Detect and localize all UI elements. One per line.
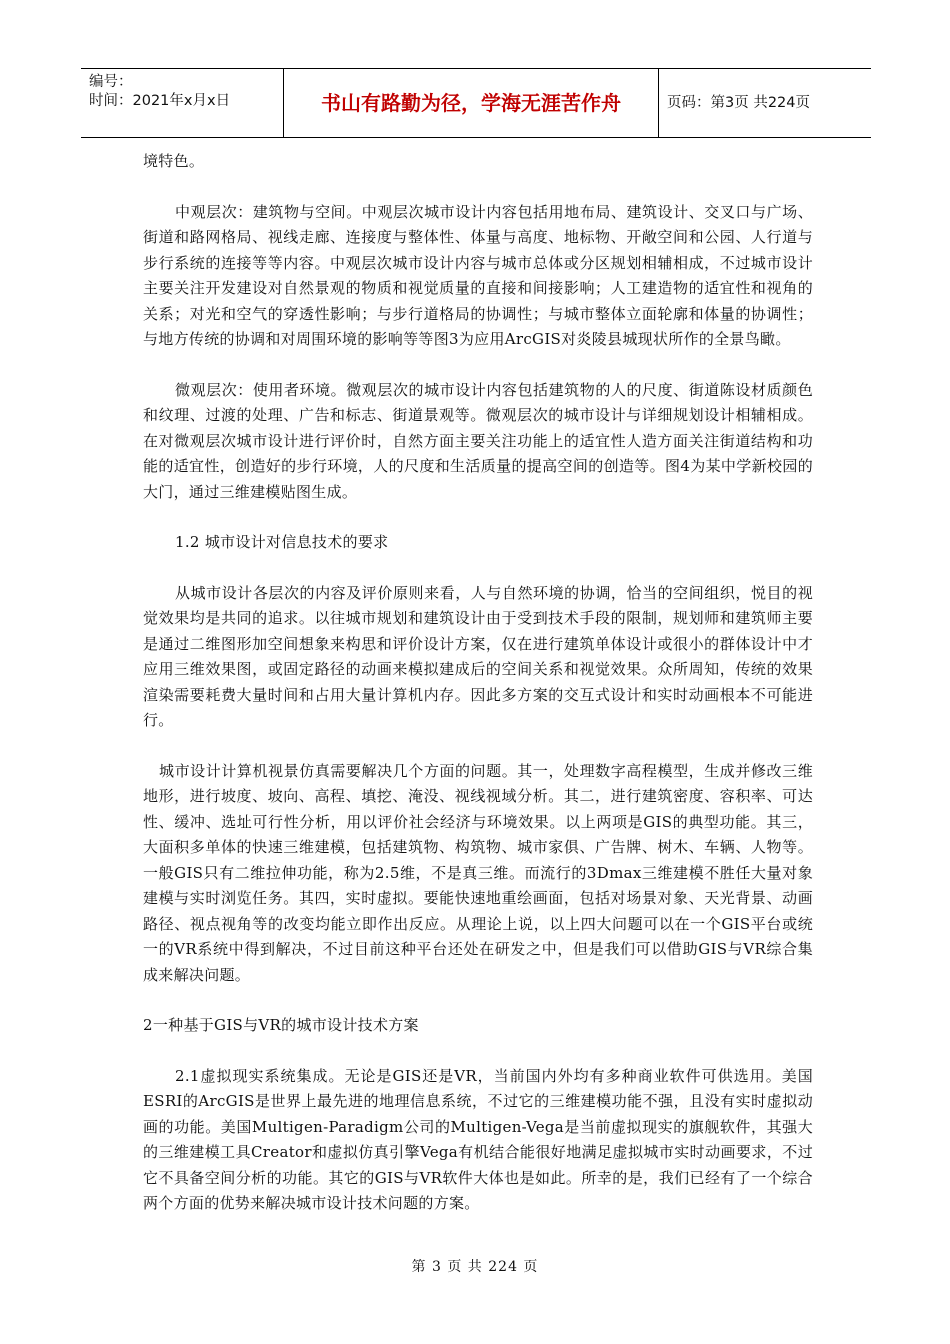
page-footer: 第 3 页 共 224 页 xyxy=(411,1259,539,1275)
header-motto-cell xyxy=(284,69,659,137)
document-date: 时间：2021年x月x日 xyxy=(89,93,231,109)
header-page-code: 页码：第3页 共224页 xyxy=(667,95,811,111)
paragraph-vr-integration: 2.1虚拟现实系统集成。无论是GIS还是VR，当前国内外均有多种商业软件可供选用。美国ESRI的ArcGIS是世界上最先进的地理信息系统，不过它的三维建模功能不强，且没有实时虚拟动画的功能。美国Multigen-Paradigm公司的Multigen-Vega是当前虚拟现实的旗舰软件，其强大的三维建模工具Creator和虚拟仿真引擎Vega有机结合能很好地满足虚拟城市实时动画要求，不过它不具备空间分析的功能。其它的GIS与VR软件大体也是如此。所幸的是，我们已经有了一个综合两个方面的优势来解决城市设计技术问题的方案。 xyxy=(143,1066,813,1212)
header-meta-cell xyxy=(81,69,284,137)
paragraph-it-requirements: 从城市设计各层次的内容及评价原则来看，人与自然环境的协调，恰当的空间组织，悦目的视觉效果均是共同的追求。以往城市规划和建筑设计由于受到技术手段的限制，规划师和建筑师主要是通过二维图形加空间想象来构思和评价设计方案，仅在进行建筑单体设计或很小的群体设计中才应用三维效果图，或固定路径的动画来模拟建成后的空间关系和视觉效果。众所周知，传统的效果渲染需要耗费大量时间和占用大量计算机内存。因此多方案的交互式设计和实时动画根本不可能进行。 xyxy=(143,583,813,729)
section-heading-2: 2一种基于GIS与VR的城市设计技术方案 xyxy=(143,1016,419,1034)
header-page-cell xyxy=(659,69,871,137)
paragraph-continuation: 境特色。 xyxy=(143,152,205,170)
document-body xyxy=(143,149,813,1217)
header-motto: 书山有路勤为径，学海无涯苦作舟 xyxy=(321,91,621,115)
paragraph-micro-level: 微观层次：使用者环境。微观层次的城市设计内容包括建筑物的人的尺度、街道陈设材质颜色和纹理、过渡的处理、广告和标志、街道景观等。微观层次的城市设计与详细规划设计相辅相成。在对微观层次城市设计进行评价时，自然方面主要关注功能上的适宜性人造方面关注街道结构和功能的适宜性，创造好的步行环境，人的尺度和生活质量的提高空间的创造等。图4为某中学新校园的大门，通过三维建模贴图生成。 xyxy=(143,380,813,501)
document-number: 编号： xyxy=(89,74,133,90)
paragraph-simulation-problems: 城市设计计算机视景仿真需要解决几个方面的问题。其一，处理数字高程模型，生成并修改三维地形，进行坡度、坡向、高程、填挖、淹没、视线视域分析。其二，进行建筑密度、容积率、可达性、缓冲、选址可行性分析，用以评价社会经济与环境效果。以上两项是GIS的典型功能。其三，大面积多单体的快速三维建模，包括建筑物、构筑物、城市家俱、广告牌、树木、车辆、人物等。一般GIS只有二维拉伸功能，称为2.5维，不是真三维。而流行的3Dmax三维建模不胜任大量对象建模与实时浏览任务。其四，实时虚拟。要能快速地重绘画面，包括对场景对象、天光背景、动画路径、视点视角等的改变均能立即作出反应。从理论上说，以上四大问题可以在一个GIS平台或统一的VR系统中得到解决，不过目前这种平台还处在研发之中，但是我们可以借助GIS与VR综合集成来解决问题。 xyxy=(143,761,813,984)
paragraph-meso-level: 中观层次：建筑物与空间。中观层次城市设计内容包括用地布局、建筑设计、交叉口与广场、街道和路网格局、视线走廊、连接度与整体性、体量与高度、地标物、开敞空间和公园、人行道与步行系统的连接等等内容。中观层次城市设计内容与城市总体或分区规划相辅相成，不过城市设计主要关注开发建设对自然景观的物质和视觉质量的直接和间接影响；人工建造物的适宜性和视角的关系；对光和空气的穿透性影响；与步行道格局的协调性；与城市整体立面轮廓和体量的协调性；与地方传统的协调和对周围环境的影响等等图3为应用ArcGIS对炎陵县城现状所作的全景鸟瞰。 xyxy=(143,202,813,348)
page-header xyxy=(81,68,871,138)
section-heading-1-2: 1.2 城市设计对信息技术的要求 xyxy=(175,533,389,551)
